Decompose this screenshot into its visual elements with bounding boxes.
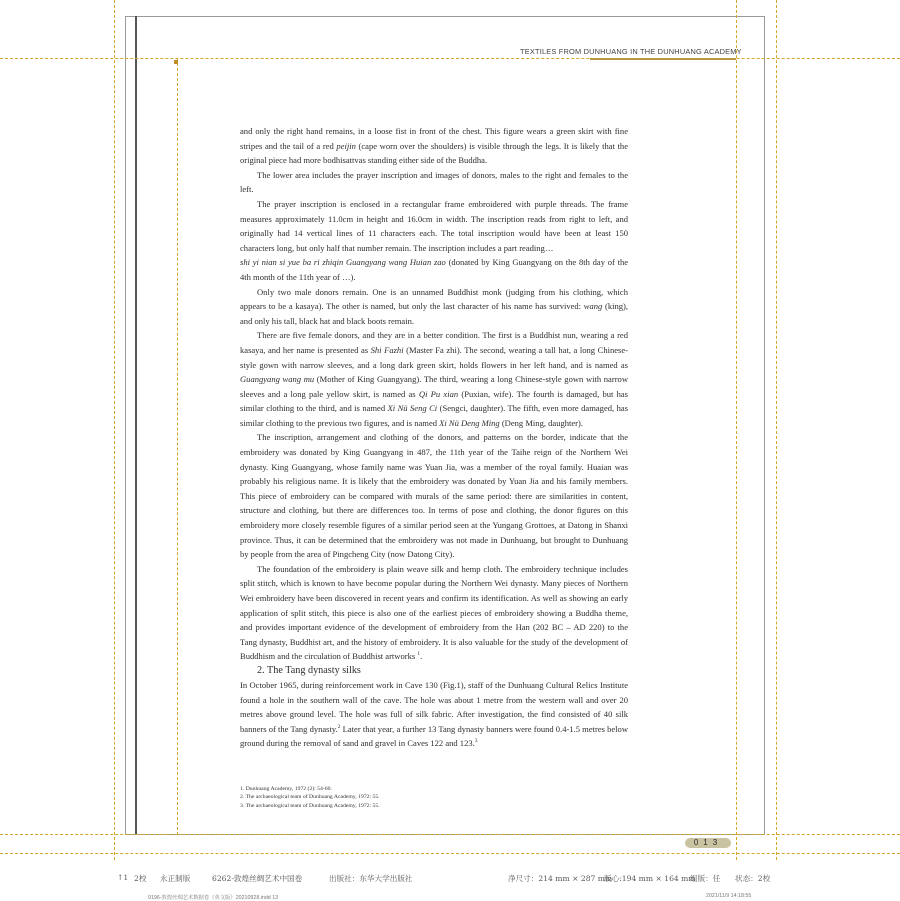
paragraph-1: and only the right hand remains, in a loose fist in front of the chest. This figure wears a green skirt with fine stripes and the tail of a red peijin (cape worn over the shoulders) is visible through the legs. It is likely that the original piece had more bodhisattvas standing either side of the Buddha.	[240, 126, 628, 166]
paragraph-7: The foundation of the embroidery is plain weave silk and hemp cloth. The embroidery technique includes split stitch, which is known to have become popular during the Northern Wei dynasty. Many pieces of Northern Wei embroidery have been discovered in recent years and confirm its identification. As well as showing an early application of split stitch, this piece is also one of the earliest pieces of embroidery showing a Buddha theme, and provides important evidence of the development of embroidery from the Han (202 BC – AD 220) to the Tang dynasty, Buddhist art, and the history of embroidery. It is also valuable for the study of the development of Buddhism and the circulation of Buddhist artworks $^1$.	[240, 563, 628, 662]
slug-type-area: 版心:194 mm × 164 mm	[604, 874, 696, 883]
slug-job: 6262-敦煌丝绸艺术中国卷	[212, 874, 303, 883]
footnotes	[240, 785, 628, 810]
footnote-1: 1. Dunhuang Academy, 1972 (2): 54-60.	[240, 786, 332, 792]
paragraph-4: Only two male donors remain. One is an unnamed Buddhist monk (judging from his clothing, which appears to be a kasaya). The other is named, but only the last character of his name has survived: wang (king), and only his tall, black hat and black boots remain.	[240, 286, 628, 326]
paragraph-3: The prayer inscription is enclosed in a rectangular frame embroidered with purple threads. The frame measures approximately 11.0cm in height and 16.0cm in width. The inscription reads from right to left, and originally had 14 vertical lines of 11 characters each. The total inscription would have been at least 150 characters long, but only half that number remain. The inscription includes a part reading… shi yi nian si yue ba ri zhiqin Guangyang wang Huian zao (donated by King Guangyang on the 8th day of the 4th month of the 11th year of …).	[240, 198, 629, 282]
slug-company: 永正制版	[160, 874, 191, 883]
slug-status: 状态：2校	[735, 874, 771, 883]
running-header: TEXTILES FROM DUNHUANG IN THE DUNHUANG ACADEMY	[520, 47, 742, 56]
slug-left-marker: ↑1	[117, 873, 129, 882]
page-frame-right	[764, 16, 765, 834]
guide-inner-margin	[177, 58, 178, 835]
guide-bottom-margin	[0, 834, 900, 835]
slug-editor: 组版：任	[690, 874, 721, 883]
guide-outer-margin	[736, 0, 737, 860]
paragraph-8: In October 1965, during reinforcement work in Cave 130 (Fig.1), staff of the Dunhuang Cultural Relics Institute found a hole in the southern wall of the cave. The hole was about 1 metre from the western wall and over 20 metres above ground level. The hole was full of silk fabric. After investigation, the find consisted of 40 silk banners of the Tang dynasty.$^2$ Later that year, a further 13 Tang dynasty banners were found 0.4-1.5 metres below ground during the removal of sand and gravel in Caves 122 and 123.$^3$	[240, 679, 629, 749]
slug-publisher: 出版社：东华大学出版社	[329, 874, 413, 883]
guide-bleed-right	[776, 0, 777, 860]
footnote-3: 3. The archaeological team of Dunhuang Academy, 1972: 55.	[240, 802, 380, 809]
guide-bleed-left	[114, 0, 115, 860]
slug-trim-size: 净尺寸：214 mm × 287 mm	[508, 874, 613, 883]
paragraph-5: There are five female donors, and they are in a better condition. The first is a Buddhist nun, wearing a red kasaya, and her name is presented as Shi Fazhi (Master Fa zhi). The second, wearing a tall hat, a long Chinese-style gown with narrow sleeves, and a long dark green skirt, holds flowers in her left hand, and is named as Guangyang wang mu (Mother of King Guangyang). The third, wearing a long Chinese-style gown with narrow sleeves and a long pale yellow skirt, is named as Qi Pu xian (Puxian, wife). The fourth is damaged, but has similar clothing to the third, and is named Xi Nü Seng Ci (Sengci, daughter). The fifth, even more damaged, has similar clothing to the previous two figures, and is named Xi Nü Deng Ming (Deng Ming, daughter).	[240, 330, 629, 428]
section-heading: 2. The Tang dynasty silks	[257, 664, 361, 676]
footnote-2: 2. The archaeological team of Dunhuang Academy, 1972: 55.	[240, 794, 380, 801]
slug-timestamp: 2021/11/9 14:18:55	[706, 893, 752, 899]
page-frame-top	[125, 16, 765, 17]
body-text-column	[240, 124, 628, 751]
guide-top-margin	[0, 58, 900, 59]
header-rule	[590, 58, 736, 60]
paragraph-2: The lower area includes the prayer inscription and images of donors, males to the right and females to the left.	[240, 169, 628, 195]
slug-file-name: 9196-敦煌丝绸艺术数据卷（英文版）20210928.indd 13	[148, 895, 279, 901]
guide-bleed-bottom	[0, 853, 900, 854]
page-number: 013	[693, 838, 723, 847]
page-frame-left-outer	[125, 16, 126, 834]
corner-marker	[174, 60, 178, 64]
page-frame-left-spine	[135, 16, 137, 834]
slug-proof: 2校	[134, 874, 147, 883]
paragraph-6: The inscription, arrangement and clothing of the donors, and patterns on the border, indicate that the embroidery was donated by King Guangyang in 487, the 11th year of the Taihe reign of the Northern Wei dynasty. King Guangyang, whose family name was Yuan Jia, was a member of the royal family. Huaian was probably his religious name. It is likely that the embroidery was donated by Yuan Jia and his family members. This piece of embroidery can be compared with murals of the same period: there are similarities in content, structure and clothing, but there are differences too. In terms of pose and clothing, the donor figures on this embroidery more closely resemble figures of a similar period seen at the Yungang Grottoes, at Datong in Shanxi province. Thus, it can be determined that the embroidery was not made in Dunhuang, but brought to Dunhuang by people from the area of Pingcheng City (now Datong City).	[240, 432, 628, 560]
